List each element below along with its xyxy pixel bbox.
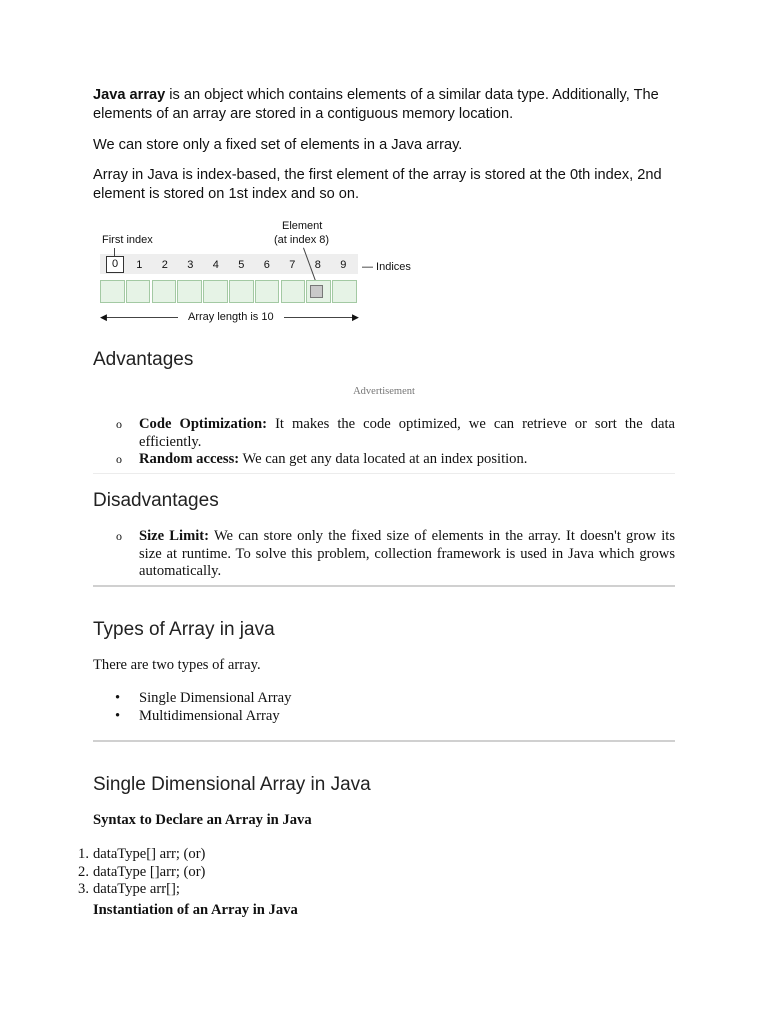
list-item	[93, 451, 675, 469]
index-label-0: 0	[106, 256, 124, 273]
circle-bullet: o	[116, 529, 122, 543]
element-label-line2: (at index 8)	[274, 234, 330, 246]
index-label-4: 4	[212, 259, 219, 271]
intro-paragraph-3: Array in Java is index-based, the first element of the array is stored at the 0th index, 2nd element is stored on 1st index and so on.	[93, 167, 662, 202]
syntax-list	[78, 846, 675, 899]
disadvantages-list	[93, 528, 675, 581]
index-label-6: 6	[263, 259, 270, 271]
arrow-left-head: ◀	[100, 312, 107, 322]
index-label-1: 1	[136, 259, 143, 271]
array-cell	[203, 280, 228, 303]
array-cell	[177, 280, 202, 303]
advantages-list	[93, 416, 675, 469]
arrow-right-head: ▶	[352, 312, 359, 322]
instantiation-heading: Instantiation of an Array in Java	[93, 902, 298, 918]
index-label-7: 7	[289, 259, 296, 271]
advantage-text: It makes the code optimized, we can retrieve or sort the data efficiently.	[139, 416, 676, 450]
syntax-heading: Syntax to Declare an Array in Java	[93, 812, 312, 828]
types-intro: There are two types of array.	[93, 657, 261, 673]
array-cell	[281, 280, 306, 303]
index-label-5: 5	[238, 259, 245, 271]
index-label-2: 2	[161, 259, 168, 271]
index-label-9: 9	[340, 259, 347, 271]
disc-bullet: •	[115, 690, 121, 706]
array-cell	[126, 280, 151, 303]
array-cell	[255, 280, 280, 303]
highlighted-element	[310, 285, 323, 298]
array-cell	[332, 280, 357, 303]
advantage-title: Code Optimization:	[139, 416, 268, 432]
divider	[93, 585, 675, 587]
list-item	[93, 528, 675, 581]
list-number: 2.	[78, 863, 89, 880]
syntax-item-text: dataType[] arr; (or)	[93, 846, 206, 862]
array-cell	[100, 280, 125, 303]
list-item	[93, 708, 675, 726]
list-number: 1.	[78, 846, 89, 862]
length-arrow-right	[284, 317, 356, 318]
advantage-text: We can get any data located at an index position.	[239, 451, 528, 467]
intro-term: Java array	[93, 87, 166, 103]
index-label-8: 8	[314, 259, 321, 271]
advantage-title: Random access:	[139, 451, 240, 467]
length-arrow-left	[102, 317, 178, 318]
intro-paragraph-1	[93, 86, 675, 124]
disadvantage-title: Size Limit:	[139, 528, 210, 544]
divider	[93, 473, 675, 474]
disadvantage-text: We can store only the fixed size of elements in the array. It doesn't grow its size at runtime. To solve this problem, collection framework is used in Java which grows automatically.	[139, 528, 675, 579]
array-cell	[152, 280, 177, 303]
type-item-text: Single Dimensional Array	[139, 690, 292, 706]
circle-bullet: o	[116, 452, 122, 466]
first-index-label: First index	[102, 234, 153, 246]
list-item	[78, 863, 675, 882]
circle-bullet: o	[116, 417, 122, 431]
single-dimensional-heading: Single Dimensional Array in Java	[93, 774, 371, 795]
index-label-3: 3	[187, 259, 194, 271]
syntax-item-text: dataType arr[];	[93, 881, 180, 897]
disc-bullet: •	[115, 707, 121, 724]
array-length-label: Array length is 10	[188, 311, 274, 323]
divider	[93, 740, 675, 742]
syntax-item-text: dataType []arr; (or)	[93, 863, 206, 880]
list-item	[78, 846, 675, 864]
types-heading: Types of Array in java	[93, 619, 275, 640]
disadvantages-heading: Disadvantages	[93, 490, 219, 511]
types-list	[93, 690, 675, 725]
array-diagram	[100, 218, 420, 328]
advantages-heading: Advantages	[93, 349, 194, 370]
list-item	[78, 881, 675, 899]
advertisement-label: Advertisement	[353, 386, 415, 397]
element-label-line1: Element	[282, 220, 323, 232]
type-item-text: Multidimensional Array	[139, 707, 280, 724]
intro-paragraph-2: We can store only a fixed set of elements in a Java array.	[93, 137, 463, 153]
first-index-pointer	[114, 248, 115, 256]
intro-paragraph-1-text: is an object which contains elements of a similar data type. Additionally, The elements of an array are stored in a contiguous memory location.	[93, 87, 659, 122]
list-number: 3.	[78, 881, 89, 897]
list-item	[93, 690, 675, 708]
list-item	[93, 416, 675, 451]
array-cell	[229, 280, 254, 303]
indices-label: — Indices	[362, 261, 411, 273]
